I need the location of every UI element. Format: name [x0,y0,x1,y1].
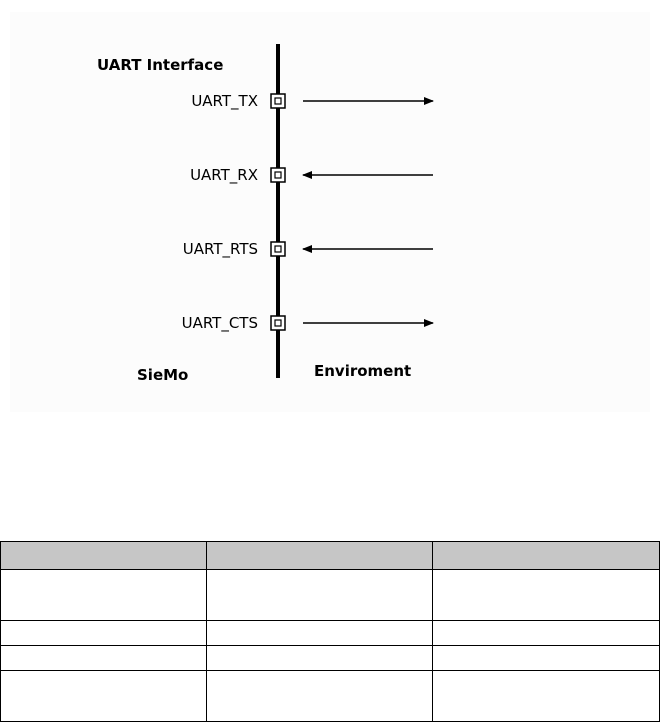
siemo-label: SieMo [137,366,189,384]
table-header-row [1,542,660,570]
pin-label-uart-rx: UART_RX [190,166,258,184]
table-cell [433,671,660,722]
pin-label-uart-rts: UART_RTS [182,240,258,258]
table-cell [1,646,207,671]
table-row [1,646,660,671]
signal-table [0,541,660,722]
pin-connector-uart-tx [271,94,285,108]
table-cell [1,671,207,722]
table-header-cell [433,542,660,570]
table-row [1,570,660,621]
table-header-cell [207,542,433,570]
table-row [1,621,660,646]
table-cell [1,570,207,621]
table-cell [433,646,660,671]
table-cell [207,570,433,621]
table-cell [1,621,207,646]
pin-connector-uart-rx [271,168,285,182]
interface-title: UART Interface [97,56,224,74]
table-cell [207,646,433,671]
pin-label-uart-tx: UART_TX [191,92,258,110]
table-header-cell [1,542,207,570]
table-cell [433,570,660,621]
table-row [1,671,660,722]
table-cell [207,621,433,646]
environment-label: Enviroment [314,362,412,380]
pin-connector-uart-cts [271,316,285,330]
pin-connector-uart-rts [271,242,285,256]
table-cell [433,621,660,646]
table-cell [207,671,433,722]
pin-label-uart-cts: UART_CTS [181,314,258,332]
